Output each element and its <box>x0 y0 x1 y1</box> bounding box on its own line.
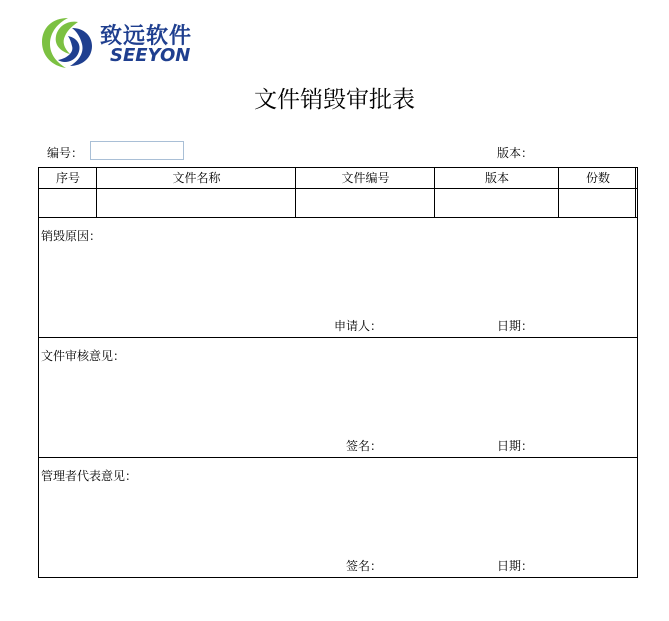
header-file-number: 文件编号 <box>341 171 390 185</box>
header-copies: 份数 <box>585 171 610 185</box>
version-label: 版本： <box>497 146 534 160</box>
col-divider <box>96 168 97 217</box>
applicant-label: 申请人： <box>334 319 383 333</box>
cell-file-number[interactable] <box>296 189 434 217</box>
cell-version[interactable] <box>435 189 558 217</box>
logo-chinese-text: 致远软件 <box>100 24 193 49</box>
seeyon-logo-icon <box>38 14 100 72</box>
code-input[interactable] <box>90 141 184 160</box>
logo-english-text: SEEYON <box>110 45 191 66</box>
page-title: 文件销毁审批表 <box>254 87 415 113</box>
date-label: 日期： <box>497 439 534 453</box>
section-label: 文件审核意见： <box>41 349 126 363</box>
col-divider <box>434 168 435 217</box>
cell-copies[interactable] <box>559 189 635 217</box>
table-header-row <box>39 168 637 188</box>
approval-form <box>38 167 638 578</box>
signature-label: 签名： <box>346 559 383 573</box>
col-divider <box>558 168 559 217</box>
cell-seq[interactable] <box>39 189 96 217</box>
company-logo <box>38 14 208 72</box>
col-divider <box>635 168 636 217</box>
section-divider <box>39 337 637 338</box>
date-label: 日期： <box>497 319 534 333</box>
header-seq: 序号 <box>55 171 80 185</box>
date-label: 日期： <box>497 559 534 573</box>
section-label: 销毁原因： <box>41 229 102 243</box>
code-label: 编号： <box>47 146 84 160</box>
section-divider <box>39 457 637 458</box>
cell-file-name[interactable] <box>97 189 295 217</box>
section-label: 管理者代表意见： <box>41 469 138 483</box>
header-version: 版本 <box>484 171 509 185</box>
header-file-name: 文件名称 <box>172 171 221 185</box>
col-divider <box>295 168 296 217</box>
table-bottom-line <box>39 217 637 218</box>
signature-label: 签名： <box>346 439 383 453</box>
